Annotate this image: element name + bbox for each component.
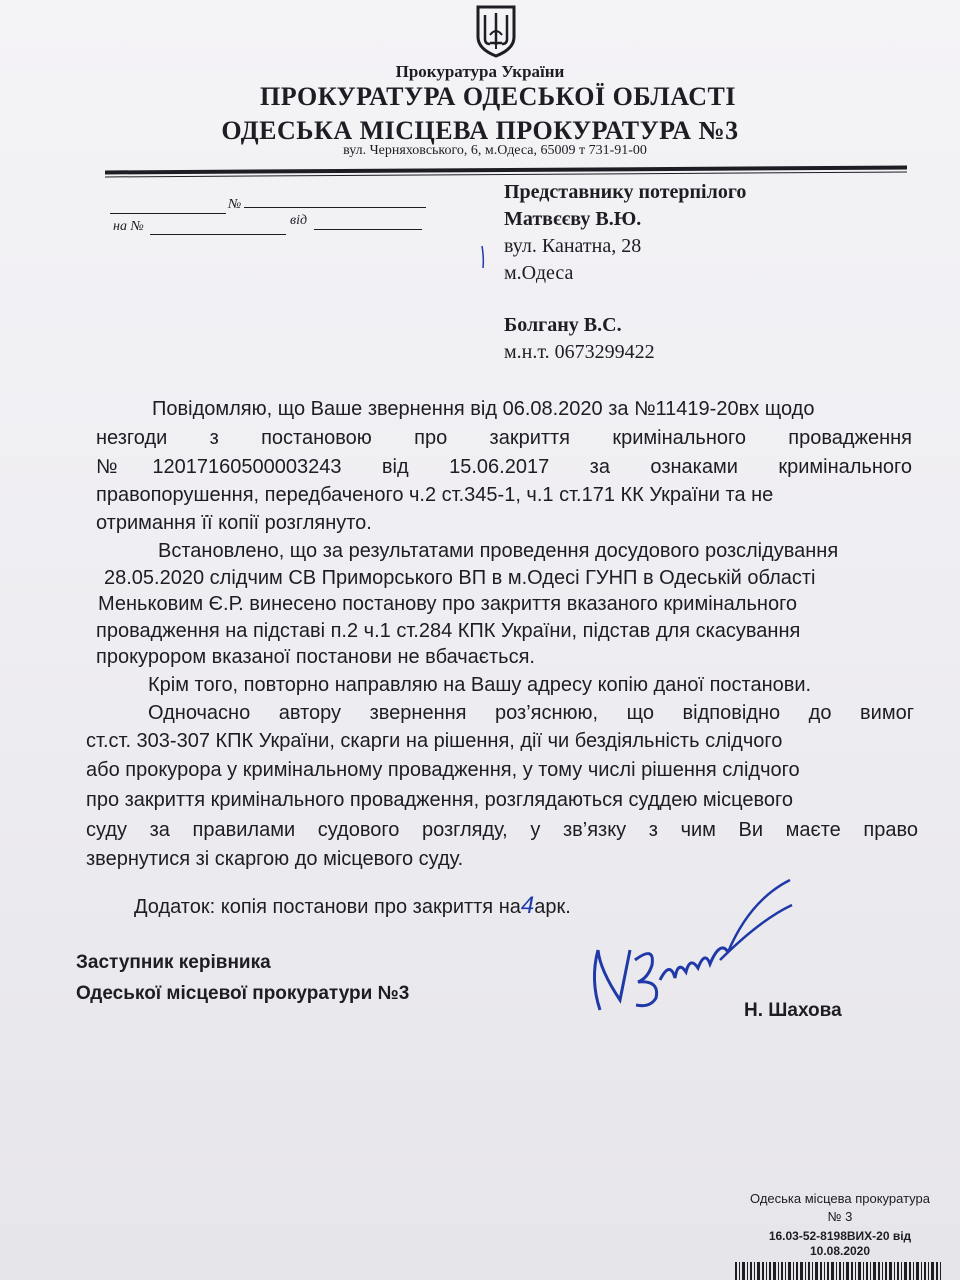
outgoing-number-label: №	[228, 197, 242, 212]
second-recipient-phone: м.н.т. 0673299422	[504, 341, 655, 363]
body-p4-line4: про закриття кримінального провадження, розглядаються суддею місцевого	[86, 789, 793, 811]
letterhead-title-1: ПРОКУРАТУРА ОДЕСЬКОЇ ОБЛАСТІ	[260, 82, 736, 111]
body-p4-line5: суду за правилами судового розгляду, у зв’язку з чим Ви маєте право	[86, 819, 918, 841]
body-p2-line4: провадження на підставі п.2 ч.1 ст.284 КПК України, підстав для скасування	[96, 620, 801, 642]
signer-position-1: Заступник керівника	[76, 952, 271, 973]
stamp-reg-date: 10.08.2020	[809, 1244, 871, 1258]
stamp-org-line2: № 3	[827, 1209, 853, 1224]
in-reply-label: на №	[113, 219, 144, 234]
body-p4-line3: або прокурора у кримінальному провадження, у тому числі рішення слідчого	[86, 759, 800, 781]
body-p2-line3: Меньковим Є.Р. винесено постанову про закриття вказаного кримінального	[98, 593, 798, 615]
body-p2-line5: прокурором вказаної постанови не вбачається.	[96, 646, 535, 668]
signer-name: Н. Шахова	[744, 1000, 842, 1021]
second-recipient-name: Болгану В.С.	[504, 314, 622, 336]
attachment-count-handwritten: 4	[520, 892, 535, 919]
body-p2-line1: Встановлено, що за результатами проведення досудового розслідування	[158, 540, 839, 562]
stamp-reg-number: 16.03-52-8198ВИХ-20 від	[768, 1229, 912, 1243]
in-reply-date-blank	[314, 229, 422, 230]
body-p1-line1: Повідомляю, що Ваше звернення від 06.08.2020 за №11419-20вх щодо	[152, 398, 815, 420]
pen-tick-mark	[478, 244, 492, 270]
outgoing-number-blank	[110, 213, 226, 214]
body-p1-line4: правопорушення, передбаченого ч.2 ст.345-1, ч.1 ст.171 КК України та не	[96, 484, 774, 506]
body-p3-line1: Крім того, повторно направляю на Вашу адресу копію даної постанови.	[148, 674, 812, 696]
stamp-org-line1: Одеська місцева прокуратура	[750, 1191, 930, 1206]
letterhead-address: вул. Черняховського, 6, м.Одеса, 65009 т 731-91-00	[343, 143, 647, 158]
barcode-icon	[735, 1262, 945, 1280]
in-reply-date-label: від	[290, 213, 308, 228]
body-p4-line1: Одночасно автору звернення роз’яснюю, що відповідно до вимог	[148, 702, 914, 724]
recipient-name: Матвєєву В.Ю.	[504, 208, 642, 230]
agency-name: Прокуратура України	[395, 62, 565, 81]
body-p4-line6: звернутися зі скаргою до місцевого суду.	[86, 848, 464, 870]
body-p1-line5: отримання її копії розглянуто.	[96, 512, 372, 534]
outgoing-date-blank	[244, 207, 426, 208]
attachment-line	[134, 892, 571, 920]
letterhead-title-2: ОДЕСЬКА МІСЦЕВА ПРОКУРАТУРА №3	[221, 116, 739, 145]
attachment-text: Додаток: копія постанови про закриття на	[134, 896, 521, 918]
in-reply-number-blank	[150, 234, 286, 235]
recipient-street: вул. Канатна, 28	[504, 235, 642, 257]
trident-emblem-icon	[468, 3, 524, 59]
body-p4-line2: ст.ст. 303-307 КПК України, скарги на рішення, дії чи бездіяльність слідчого	[86, 730, 783, 752]
signer-position-2: Одеської місцевої прокуратури №3	[76, 983, 410, 1004]
recipient-city: м.Одеса	[504, 262, 574, 284]
recipient-role: Представнику потерпілого	[504, 181, 747, 203]
body-p2-line2: 28.05.2020 слідчим СВ Приморського ВП в м.Одесі ГУНП в Одеській області	[104, 567, 816, 589]
attachment-unit: арк.	[534, 896, 571, 918]
handwritten-signature	[560, 860, 810, 1020]
body-p1-line3: №12017160500003243 від 15.06.2017 за ознаками кримінального	[96, 456, 912, 478]
body-p1-line2: незгоди з постановою про закриття кримінального провадження	[96, 427, 912, 449]
